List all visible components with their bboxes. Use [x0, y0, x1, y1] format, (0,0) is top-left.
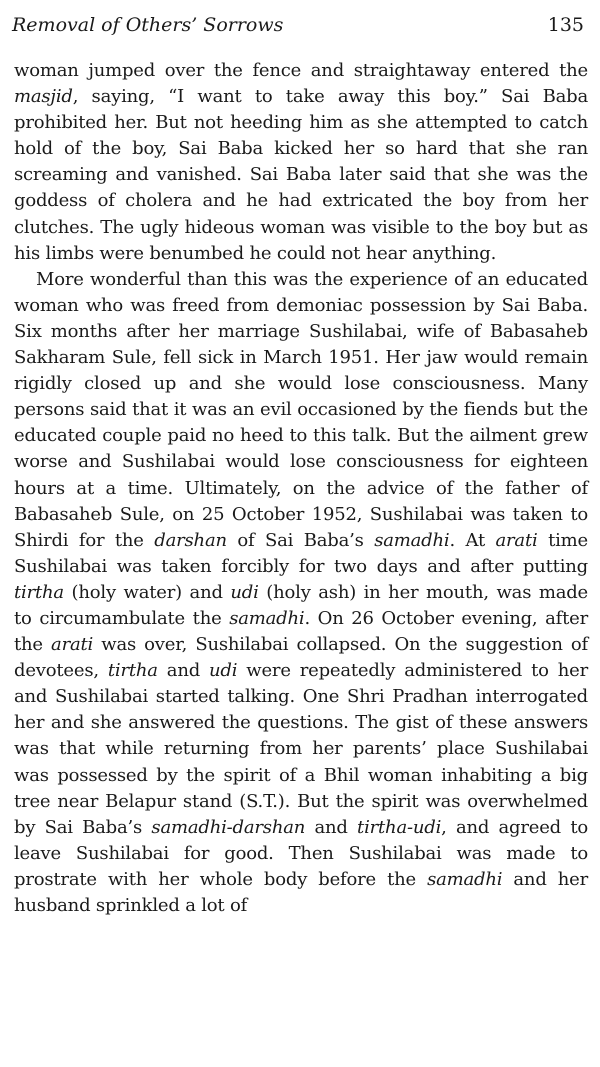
italic-term: samadhi	[374, 529, 450, 551]
italic-term: tirtha	[107, 660, 158, 682]
italic-term: arati	[51, 634, 94, 656]
text-run: time Sushilabai was taken forcibly for two days and after putting	[14, 529, 588, 577]
italic-term: samadhi	[229, 607, 305, 629]
italic-term: masjid	[14, 86, 73, 108]
text-run: were repeatedly administered to her and Sushilabai started talking. One Shri Pradhan interrogated her and she answered the questions. The gist of these answers was that while returning from her parents’ place Sushilabai was possessed by the spirit of a Bhil woman inhabiting a big tree near Belapur stand (S.T.). But the spirit was overwhelmed by Sai Baba’s	[14, 660, 588, 838]
text-run: (holy water) and	[63, 581, 231, 603]
text-run: , and agreed to leave Sushilabai for good. Then Sushilabai was made to prostrate with her whole body before the	[14, 816, 588, 890]
italic-term: arati	[495, 529, 538, 551]
italic-term: tirtha-udi	[357, 816, 442, 838]
text-run: More wonderful than this was the experience of an educated woman who was freed from demoniac possession by Sai Baba. Six months after her marriage Sushilabai, wife of Babasaheb Sakharam Sule, fell sick in March 1951. Her jaw would remain rigidly closed up and she would lose consciousness. Many persons said that it was an evil occasioned by the fiends but the educated couple paid no heed to this talk. But the ailment grew worse and Sushilabai would lose consciousness for eighteen hours at a time. Ultimately, on the advice of the father of Babasaheb Sule, on 25 October 1952, Sushilabai was taken to Shirdi for the	[14, 268, 588, 551]
italic-term: udi	[209, 660, 238, 682]
text-run: . On 26 October evening, after the	[14, 607, 588, 656]
text-run: (holy ash) in her mouth, was made to circumambulate the	[14, 581, 588, 629]
paragraph	[14, 58, 588, 267]
text-run: was over, Sushilabai collapsed. On the suggestion of devotees,	[14, 634, 588, 682]
italic-term: tirtha	[14, 581, 64, 603]
text-run: and her husband sprinkled a lot of	[14, 868, 588, 916]
page-header	[12, 14, 584, 44]
text-run: woman jumped over the fence and straightaway entered the	[14, 60, 588, 81]
paragraph	[14, 267, 588, 919]
text-run: of Sai Baba’s	[226, 529, 375, 551]
running-title: Removal of Others’ Sorrows	[12, 14, 284, 36]
text-run: . At	[449, 529, 496, 551]
italic-term: samadhi	[427, 868, 503, 890]
body-text	[14, 58, 588, 919]
text-run: and	[305, 816, 358, 838]
italic-term: udi	[230, 581, 259, 603]
italic-term: samadhi-darshan	[151, 816, 306, 838]
page-number: 135	[547, 14, 584, 36]
text-run: , saying, “I want to take away this boy.” Sai Baba prohibited her. But not heeding him as she attempted to catch hold of the boy, Sai Baba kicked her so hard that she ran screaming and vanished. Sai Baba later said that she was the goddess of cholera and he had extricated the boy from her clutches. The ugly hideous woman was visible to the boy but as his limbs were benumbed he could not hear anything.	[14, 86, 588, 264]
text-run: and	[157, 660, 209, 682]
italic-term: darshan	[154, 529, 227, 551]
